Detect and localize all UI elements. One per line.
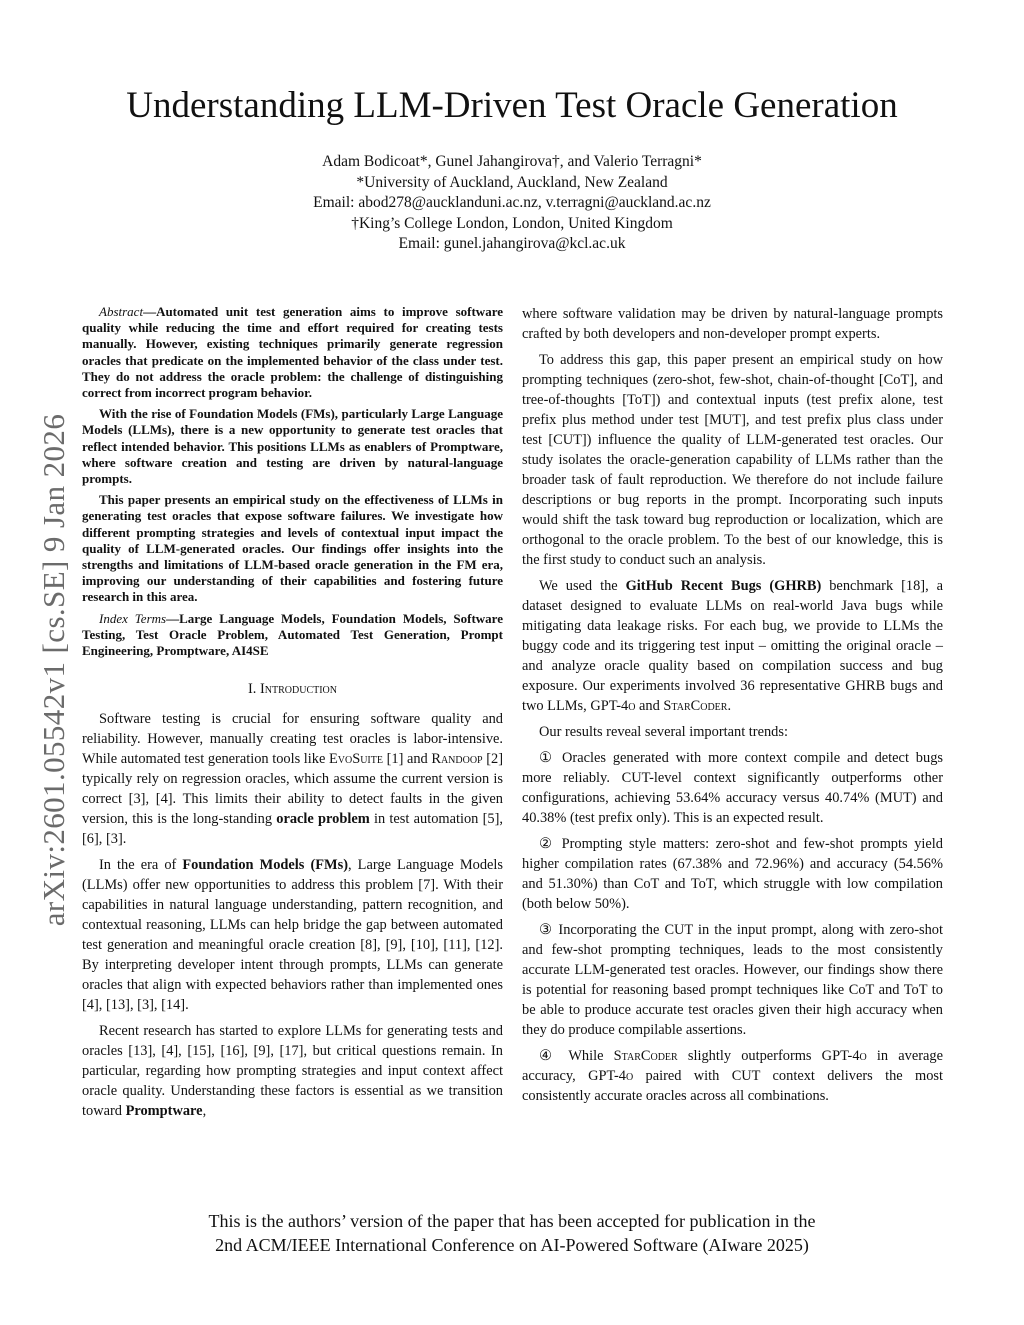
affiliation-kcl: †King’s College London, London, United Kingdom — [351, 214, 673, 232]
promptware-term: Promptware — [125, 1103, 203, 1120]
arxiv-id-text: arXiv:2601.05542v1 [cs.SE] 9 Jan 2026 — [36, 413, 71, 927]
abstract — [82, 304, 503, 659]
finding-3: ③ Incorporating the CUT in the input prompt, along with zero-shot and few-shot prompting techniques, leads to the most consistently accurate LLM-generated test oracles. However, our findings show there is potential for reasoning based prompt techniques like CoT and ToT to be able to produce accurate test oracles given their high accuracy when they do produce compilable assertions. — [522, 922, 943, 1038]
intro-paragraph-1: Software testing is crucial for ensuring software quality and reliability. However, manually creating test oracles is labor-intensive. While automated test generation tools like EvoSuite [1] and Randoop [2] typically rely on regression oracles, which assume the current version is correct [3], [4]. This limits their ability to detect faults in the given version, this is the long-standing oracle problem in test automation [5], [6], [3]. — [82, 711, 504, 848]
paper-title: Understanding LLM-Driven Test Oracle Generation — [126, 85, 898, 126]
results-intro: Our results reveal several important trends: — [539, 724, 788, 740]
abstract-paragraph-1: Abstract—Automated unit test generation aims to improve software quality while reducing the time and effort required for creating tests manually. However, existing techniques primarily generate regression oracles that predicate on the implemented behavior of the class under test. They do not address the oracle problem: the challenge of distinguishing correct from incorrect program behavior. — [82, 304, 503, 401]
oracle-problem-term: oracle problem — [276, 811, 370, 828]
abstract-label: Abstract — [99, 304, 144, 319]
foundation-models-term: Foundation Models (FMs) — [182, 857, 349, 874]
publication-note — [0, 1209, 1024, 1257]
finding-1: ① Oracles generated with more context compile and detect bugs more reliably. CUT-level context significantly outperforms other configurations, achieving 53.64% accuracy versus 40.74% (MUT) and 40.38% (test prefix only). This is an expected result. — [522, 750, 943, 826]
publication-note-line-2: 2nd ACM/IEEE International Conference on AI-Powered Software (AIware 2025) — [215, 1235, 809, 1255]
index-terms-label: Index Terms — [99, 610, 167, 626]
model-starcoder: StarCoder — [663, 698, 728, 714]
benchmark-paragraph: We used the GitHub Recent Bugs (GHRB) benchmark [18], a dataset designed to evaluate LLMs on real-world Java bugs while mitigating data leakage risks. For each bug, we provide to LLMs the buggy code and its triggering test input – omitting the original oracle – and analyze oracle quality based on compilation success and bug exposure. Our experiments involved 36 representative GHRB bugs and two LLMs, GPT-4o and StarCoder. — [522, 578, 943, 714]
publication-note-line-1: This is the authors’ version of the paper that has been accepted for publication in the — [208, 1211, 816, 1231]
arxiv-watermark — [24, 396, 84, 944]
intro-paragraph-2: In the era of Foundation Models (FMs), Large Language Models (LLMs) offer new opportunities to address this problem [7]. With their capabilities in natural language understanding, pattern recognition, and contextual reasoning, LLMs can help bridge the gap between automated test generation and meaningful oracle creation [8], [9], [10], [11], [12]. By interpreting developer intent through prompts, LLMs can generate oracles that align with expected behaviors rather than implemented ones [4], [13], [3], [14]. — [82, 857, 503, 1014]
email-auckland: Email: abod278@aucklanduni.ac.nz, v.terragni@auckland.ac.nz — [313, 194, 711, 211]
abstract-paragraph-2: With the rise of Foundation Models (FMs), particularly Large Language Models (LLMs), there is a new opportunity to generate test oracles that reflect intended behavior. This positions LLMs as enablers of Promptware, where software creation and testing are driven by natural-language prompts. — [82, 406, 503, 487]
affiliation-auckland: *University of Auckland, Auckland, New Zealand — [356, 173, 668, 191]
tool-evosuite: EvoSuite — [328, 751, 383, 768]
right-column — [522, 304, 943, 1112]
finding-4: ④ While StarCoder slightly outperforms GPT-4o in average accuracy, GPT-4o paired with CUT context delivers the most consistently accurate oracles across all combinations. — [522, 1048, 943, 1104]
section-heading-introduction: I. Introduction — [248, 681, 337, 698]
email-kcl: Email: gunel.jahangirova@kcl.ac.uk — [398, 235, 626, 252]
intro-paragraph-3: Recent research has started to explore LLMs for generating tests and oracles [13], [4], [15], [16], [9], [17], but critical questions remain. In particular, regarding how prompting strategies and input context affect oracle quality. Understanding these factors is essential as we transition toward Promptware, — [82, 1023, 503, 1120]
ghrb-term: GitHub Recent Bugs (GHRB) — [625, 578, 822, 594]
index-terms: Index Terms—Large Language Models, Foundation Models, Software Testing, Test Oracle Problem, Automated Test Generation, Prompt Engineering, Promptware, AI4SE — [82, 610, 503, 659]
finding-2: ② Prompting style matters: zero-shot and few-shot prompts yield higher compilation rates (67.38% and 72.96%) and accuracy (54.56% and 51.30%) than CoT and ToT, which struggle with low compilation (both below 50%). — [522, 836, 943, 912]
abstract-paragraph-3: This paper presents an empirical study on the effectiveness of LLMs in generating test oracles that expose software failures. We investigate how different prompting strategies and levels of contextual input impact the quality of LLM-generated oracles. Our findings offer insights into the strengths and limitations of LLM-based oracle generation in the FM era, improving our understanding of their capabilities and fostering future research in this area. — [82, 492, 503, 605]
left-column — [82, 304, 503, 1127]
continued-paragraph: where software validation may be driven by natural-language prompts crafted by both developers and non-developer prompt experts. — [522, 306, 943, 342]
author-names: Adam Bodicoat*, Gunel Jahangirova†, and Valerio Terragni* — [322, 153, 702, 170]
gap-paragraph: To address this gap, this paper present an empirical study on how prompting techniques (zero-shot, few-shot, chain-of-thought [CoT], and tree-of-thoughts [ToT]) and contextual inputs (test prefix alone, test prefix plus method under test [MUT], and test prefix plus class under test [CUT]) influence the quality of LLM-generated test oracles. Our study isolates the oracle-generation capability of LLMs rather than the broader task of fault reproduction. We therefore do not include failure descriptions or bug reports in the prompt. Incorporating such inputs would shift the task toward bug reproduction or localization, which are orthogonal to the oracle problem. To the best of our knowledge, this is the first study to conduct such an analysis. — [522, 352, 943, 568]
tool-randoop: Randoop — [431, 751, 483, 768]
author-block — [0, 152, 1024, 255]
